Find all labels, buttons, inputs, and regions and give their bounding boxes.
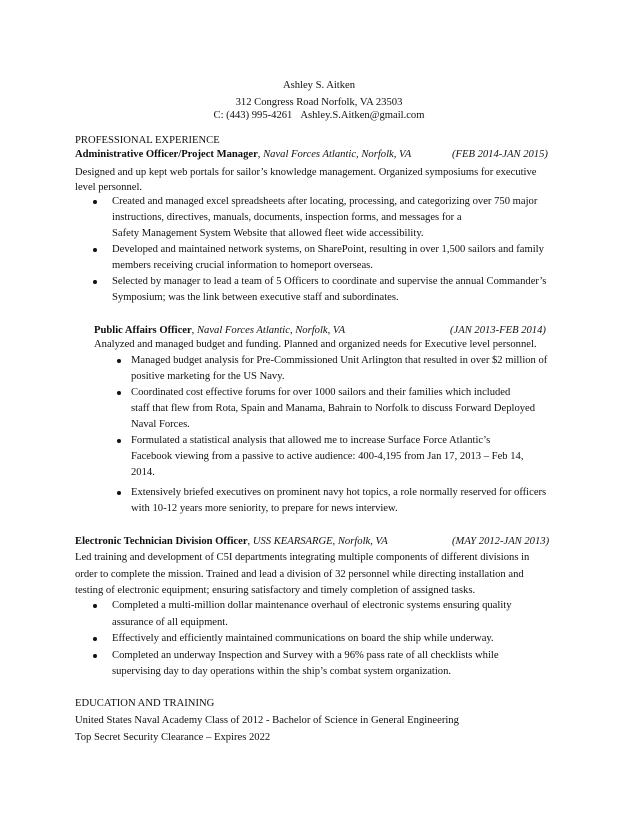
job2-bullet-4: with 10-12 years more seniority, to prepare for news interview. [131, 503, 398, 514]
job2-title: Public Affairs Officer [94, 325, 192, 336]
bullet-icon [117, 391, 121, 395]
bullet-icon [117, 359, 121, 363]
job3-header: Electronic Technician Division Officer, USS KEARSARGE, Norfolk, VA [75, 536, 388, 547]
contact-line [0, 109, 638, 122]
job3-title: Electronic Technician Division Officer [75, 536, 248, 547]
job2-bullet-2: staff that flew from Rota, Spain and Manama, Bahrain to Norfolk to discuss Forward Deployed [131, 403, 536, 414]
job2-bullet-3: 2014. [131, 467, 155, 478]
bullet-icon [93, 604, 97, 608]
job1-bullet-3: Selected by manager to lead a team of 5 Officers to coordinate and supervise the annual Commander’s [112, 276, 547, 287]
bullet-icon [93, 280, 97, 284]
job1-summary: level personnel. [75, 182, 143, 193]
job3-bullet-2: Effectively and efficiently maintained communications on board the ship while underway. [112, 633, 494, 644]
job3-summary: Led training and development of C5I departments integrating multiple components of different divisions in [75, 552, 530, 563]
job3-bullet-1: Completed a multi-million dollar maintenance overhaul of electronic systems ensuring quality [112, 600, 512, 611]
job1-bullet-2: members receiving crucial information to homeport overseas. [112, 260, 373, 271]
email: Ashley.S.Aitken@gmail.com [300, 110, 425, 121]
job1-org: Naval Forces Atlantic, Norfolk, VA [263, 149, 412, 160]
job2-header: Public Affairs Officer, Naval Forces Atlantic, Norfolk, VA [94, 325, 346, 336]
job3-dates: (MAY 2012-JAN 2013) [452, 536, 550, 547]
job2-bullet-1: Managed budget analysis for Pre-Commissioned Unit Arlington that resulted in over $2 million of [131, 355, 548, 366]
job3-bullet-1: assurance of all equipment. [112, 617, 228, 628]
bullet-icon [93, 637, 97, 641]
bullet-icon [93, 654, 97, 658]
job2-bullet-3: Formulated a statistical analysis that allowed me to increase Surface Force Atlantic’s [131, 435, 491, 446]
job1-bullet-1: Safety Management System Website that allowed fleet wide accessibility. [112, 228, 424, 239]
job2-bullet-2: Naval Forces. [131, 419, 190, 430]
job2-bullet-1: positive marketing for the US Navy. [131, 371, 285, 382]
job2-bullet-4: Extensively briefed executives on prominent navy hot topics, a role normally reserved for officers [131, 487, 547, 498]
job1-bullet-1: instructions, directives, manuals, documents, inspection forms, and messages for a [112, 212, 462, 223]
job1-title: Administrative Officer/Project Manager [75, 149, 258, 160]
bullet-icon [117, 491, 121, 495]
job3-bullet-3: supervising day to day operations within the ship’s combat system organization. [112, 666, 452, 677]
job3-summary: order to complete the mission. Trained and lead a division of 32 personnel while directing installation and [75, 569, 524, 580]
job1-bullet-2: Developed and maintained network systems, on SharePoint, resulting in over 1,500 sailors and family [112, 244, 544, 255]
job3-org: USS KEARSARGE, Norfolk, VA [252, 536, 388, 547]
job2-org: Naval Forces Atlantic, Norfolk, VA [196, 325, 346, 336]
education-line: Top Secret Security Clearance – Expires 2022 [75, 732, 271, 743]
job2-bullet-3: Facebook viewing from a passive to active audience: 400-4,195 from Jan 17, 2013 – Feb 14, [131, 451, 524, 462]
bullet-icon [93, 248, 97, 252]
job3-bullet-3: Completed an underway Inspection and Survey with a 96% pass rate of all checklists while [112, 650, 499, 661]
experience-heading: PROFESSIONAL EXPERIENCE [75, 135, 220, 146]
education-line: United States Naval Academy Class of 2012 - Bachelor of Science in General Engineering [75, 715, 459, 726]
address: 312 Congress Road Norfolk, VA 23503 [235, 97, 403, 108]
job2-dates: (JAN 2013-FEB 2014) [450, 325, 546, 336]
job1-bullet-3: Symposium; was the link between executive staff and subordinates. [112, 292, 399, 303]
education-heading: EDUCATION AND TRAINING [75, 698, 215, 709]
job1-dates: (FEB 2014-JAN 2015) [452, 149, 548, 160]
job2-summary: Analyzed and managed budget and funding. Planned and organized needs for Executive level personnel. [94, 339, 537, 350]
candidate-name: Ashley S. Aitken [282, 80, 356, 91]
job3-summary: testing of electronic equipment; ensuring satisfactory and timely completion of assigned tasks. [75, 585, 476, 596]
job1-header: Administrative Officer/Project Manager, Naval Forces Atlantic, Norfolk, VA [75, 149, 412, 160]
phone: C: (443) 995-4261 [213, 110, 293, 121]
job1-bullet-1: Created and managed excel spreadsheets after locating, processing, and categorizing over 750 major [112, 196, 538, 207]
job2-bullet-2: Coordinated cost effective forums for over 1000 sailors and their families which included [131, 387, 511, 398]
job1-summary: Designed and up kept web portals for sailor’s knowledge management. Organized symposiums for executive [75, 167, 537, 178]
bullet-icon [93, 200, 97, 204]
bullet-icon [117, 439, 121, 443]
